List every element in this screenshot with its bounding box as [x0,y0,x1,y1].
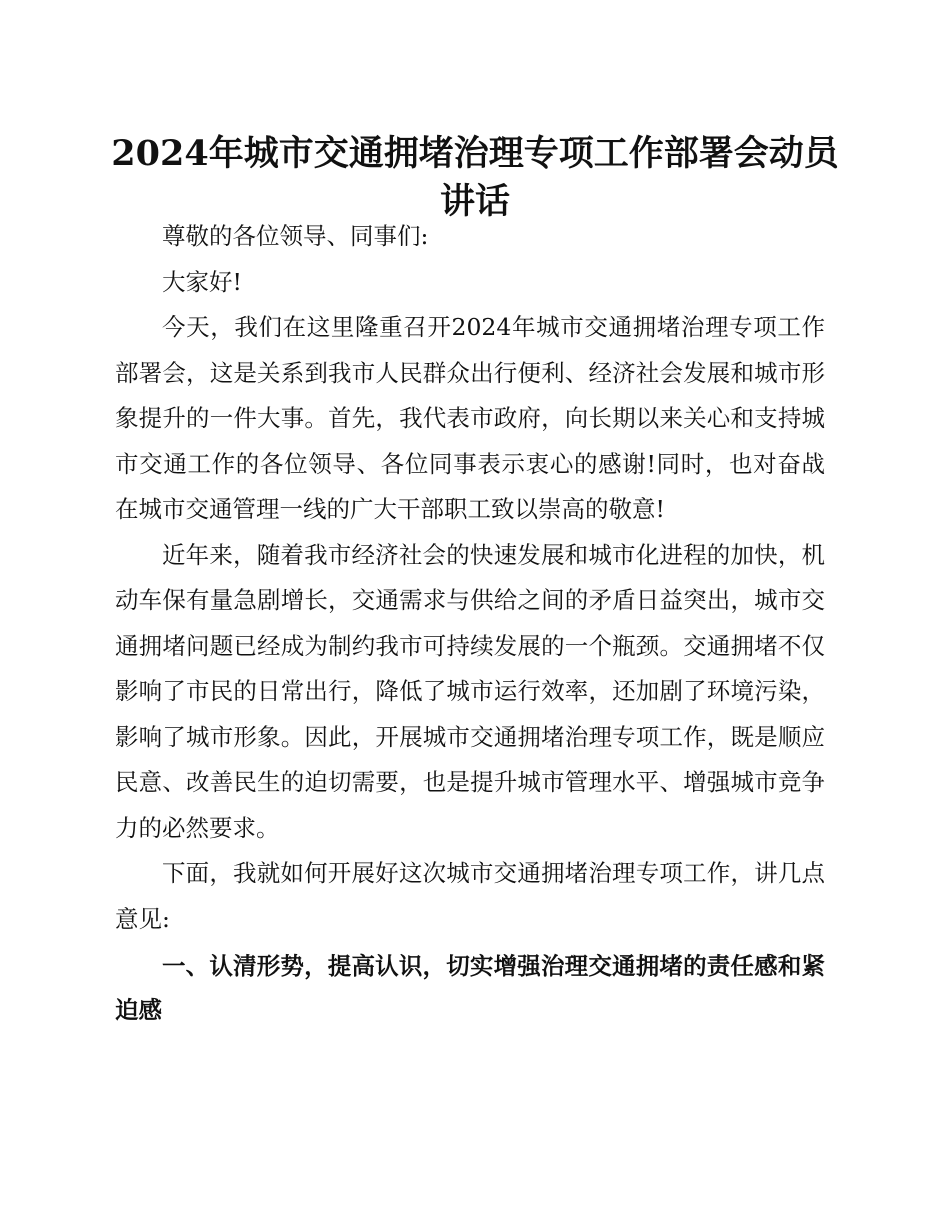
paragraph-opening: 今天，我们在这里隆重召开2024年城市交通拥堵治理专项工作部署会，这是关系到我市人民群众出行便利、经济社会发展和城市形象提升的一件大事。首先，我代表市政府，向长期以来关心和支持城市交通工作的各位领导、各位同事表示衷心的感谢!同时，也对奋战在城市交通管理一线的广大干部职工致以崇高的敬意! [115,313,825,523]
salutation: 尊敬的各位领导、同事们: [162,222,429,250]
paragraph-transition: 下面，我就如何开展好这次城市交通拥堵治理专项工作，讲几点意见: [115,859,825,933]
document-body [115,214,825,1032]
paragraph-background: 近年来，随着我市经济社会的快速发展和城市化进程的加快，机动车保有量急剧增长，交通需求与供给之间的矛盾日益突出，城市交通拥堵问题已经成为制约我市可持续发展的一个瓶颈。交通拥堵不仅影响了市民的日常出行，降低了城市运行效率，还加剧了环境污染，影响了城市形象。因此，开展城市交通拥堵治理专项工作，既是顺应民意、改善民生的迫切需要，也是提升城市管理水平、增强城市竞争力的必然要求。 [115,540,825,842]
document-title: 2024年城市交通拥堵治理专项工作部署会动员讲话 [111,133,839,222]
greeting: 大家好! [162,267,242,296]
section-heading: 一、认清形势，提高认识，切实增强治理交通拥堵的责任感和紧迫感 [115,952,825,1024]
